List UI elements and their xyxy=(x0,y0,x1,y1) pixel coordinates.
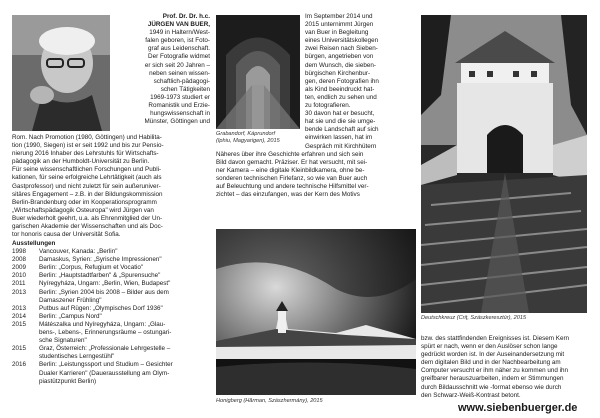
list-item: sche Signaturen" xyxy=(39,337,87,345)
list-item: bens-, Lebens-, Erinnerungsräume – ostungari- xyxy=(39,329,172,337)
exhibitions xyxy=(12,240,212,386)
col2-text-wide: Näheres über ihre Geschichte erfahren und sich sein Bild davon gemacht. Präziser. Er hat versucht, mit sei- ner Kamera – eine digitale Kleinbildkamera, ohne be- sonderen technischen Firlefanz, so wie van Buer auch auf Beleuchtung und andere technische Hilfsmittel ver- zichtet – das einzufangen, was der Kern des Motivs xyxy=(216,151,369,199)
list-item: 2009 Berlin: „Corpus, Refugium et Vocatio" xyxy=(12,264,144,272)
list-item: 1998 Vancouver, Kanada: „Berlin" xyxy=(12,248,118,256)
bio-intro: 1949 in Haltern/West- falen geboren, ist Foto- graf aus Leidenschaft. Der Fotografie widmet er sich seit 20 Jahren – neben seinen wissen- schaftlich-pädagogi- schen Tätigkeiten 1969-1973 studiert er Romanistik und Erzie- hungswissenschaft in Münster, Göttingen und xyxy=(144,29,210,126)
caption-corridor: Grabandorf, Káprundorf xyxy=(216,131,276,137)
caption-gate-tower: Deutschkreuz (Criț, Szászkeresztúr), 2015 xyxy=(421,315,527,321)
col2-text-narrow: Im September 2014 und 2015 unternimmt Jürgen van Buer in Begleitung eines Universitätskollegen zwei Reisen nach Sieben- bürgen, angetrieben von dem Wunsch, die sieben- bürgischen Kirchenbur- gen, deren Fotografien ihn als Kind beeindruckt hat- ten, endlich zu sehen und zu fotografieren. 30 davon hat er besucht, hat sie und die sie umge- bende Landschaft auf sich einwirken lassen, hat im Gespräch mit Kirchhütern xyxy=(305,13,379,150)
col3-text: bzw. des stattfindenden Ereignisses ist. Diesem Kern spürt er nach, wenn er den Auslöser schon lange gedrückt worden ist. In der Auseinandersetzung mit dem digitalen Bild und in der Nachbearbeitung am Computer versucht er ihm näher zu kommen und ihn greifbarer herauszuarbeiten, indem er Stimmungen durch Bildausschnitt wie -format ebenso wie durch den Schwarz-Weiß-Kontrast betont. xyxy=(421,335,570,399)
bio-body: Rom. Nach Promotion (1980, Göttingen) und Habilita- tion (1990, Siegen) ist er seit 1992 und bis zur Pensio- nierung 2016 Inhaber des Lehrstuhls für Wirtschafts- pädagogik an der Humboldt-Universität zu Berlin. Für seine wissenschaftlichen Forschungen und Publi- kationen, für seine erfolgreiche Lehrtätigkeit (auch als Gastprofessor) und nicht zuletzt für sein außeruniver- sitäres Engagement – z.B. in der Bildungskommission Berlin-Brandenburg oder im Kooperationsprogramm „Wirtschaftspädagogik Osteuropa" wird Jürgen van Buer wiederholt geehrt, u.a. als Ehrenmitglied der Un- garischen Akademie der Wissenschaften und als Doc- tor honoris causa der Universität Sofia. xyxy=(12,134,164,239)
list-item: 2015 Mátészalka und Nyíregyháza, Ungarn: „Glau- xyxy=(12,320,166,328)
list-item: 2011 Nyíregyháza, Ungarn: „Berlin, Wien, Budapest" xyxy=(12,280,171,288)
bio-name: JÜRGEN VAN BUER, xyxy=(147,21,210,29)
list-item: 2008 Damaskus, Syrien: „Syrische Impressionen" xyxy=(12,256,162,264)
exhibitions-heading: Ausstellungen xyxy=(12,240,56,247)
list-item: 2010 Berlin: „Hauptstadtfarben" & „Spurensuche" xyxy=(12,272,161,280)
bio-title: Prof. Dr. Dr. h.c. xyxy=(162,13,210,20)
list-item: Dualer Karrieren" (Dauerausstellung am Olym- xyxy=(39,369,170,377)
corridor-photo xyxy=(216,15,300,129)
list-item: Damaszener Frühling" xyxy=(39,296,102,304)
list-item: piastützpunkt Berlin) xyxy=(39,377,97,385)
list-item: studentisches Lerngestühl" xyxy=(39,353,115,361)
site-watermark: www.siebenbuerger.de xyxy=(458,402,578,414)
list-item: 2016 Berlin: „Leistungssport und Studium – Gesichter xyxy=(12,361,173,369)
list-item: 2013 Berlin: „Syrien 2004 bis 2008 – Bilder aus dem xyxy=(12,288,169,296)
list-item: 2014 Berlin: „Campus Nord" xyxy=(12,312,102,320)
list-item: 2013 Putbus auf Rügen: „Olympisches Dorf 1936" xyxy=(12,304,163,312)
caption-fortress: Honigberg (Hărman, Szászhermány), 2015 xyxy=(216,398,323,404)
fortress-photo xyxy=(216,229,416,395)
gate-tower-photo xyxy=(421,15,587,313)
portrait-photo xyxy=(12,15,110,131)
list-item: 2015 Graz, Österreich: „Professionale Lehrgestelle – xyxy=(12,345,171,353)
